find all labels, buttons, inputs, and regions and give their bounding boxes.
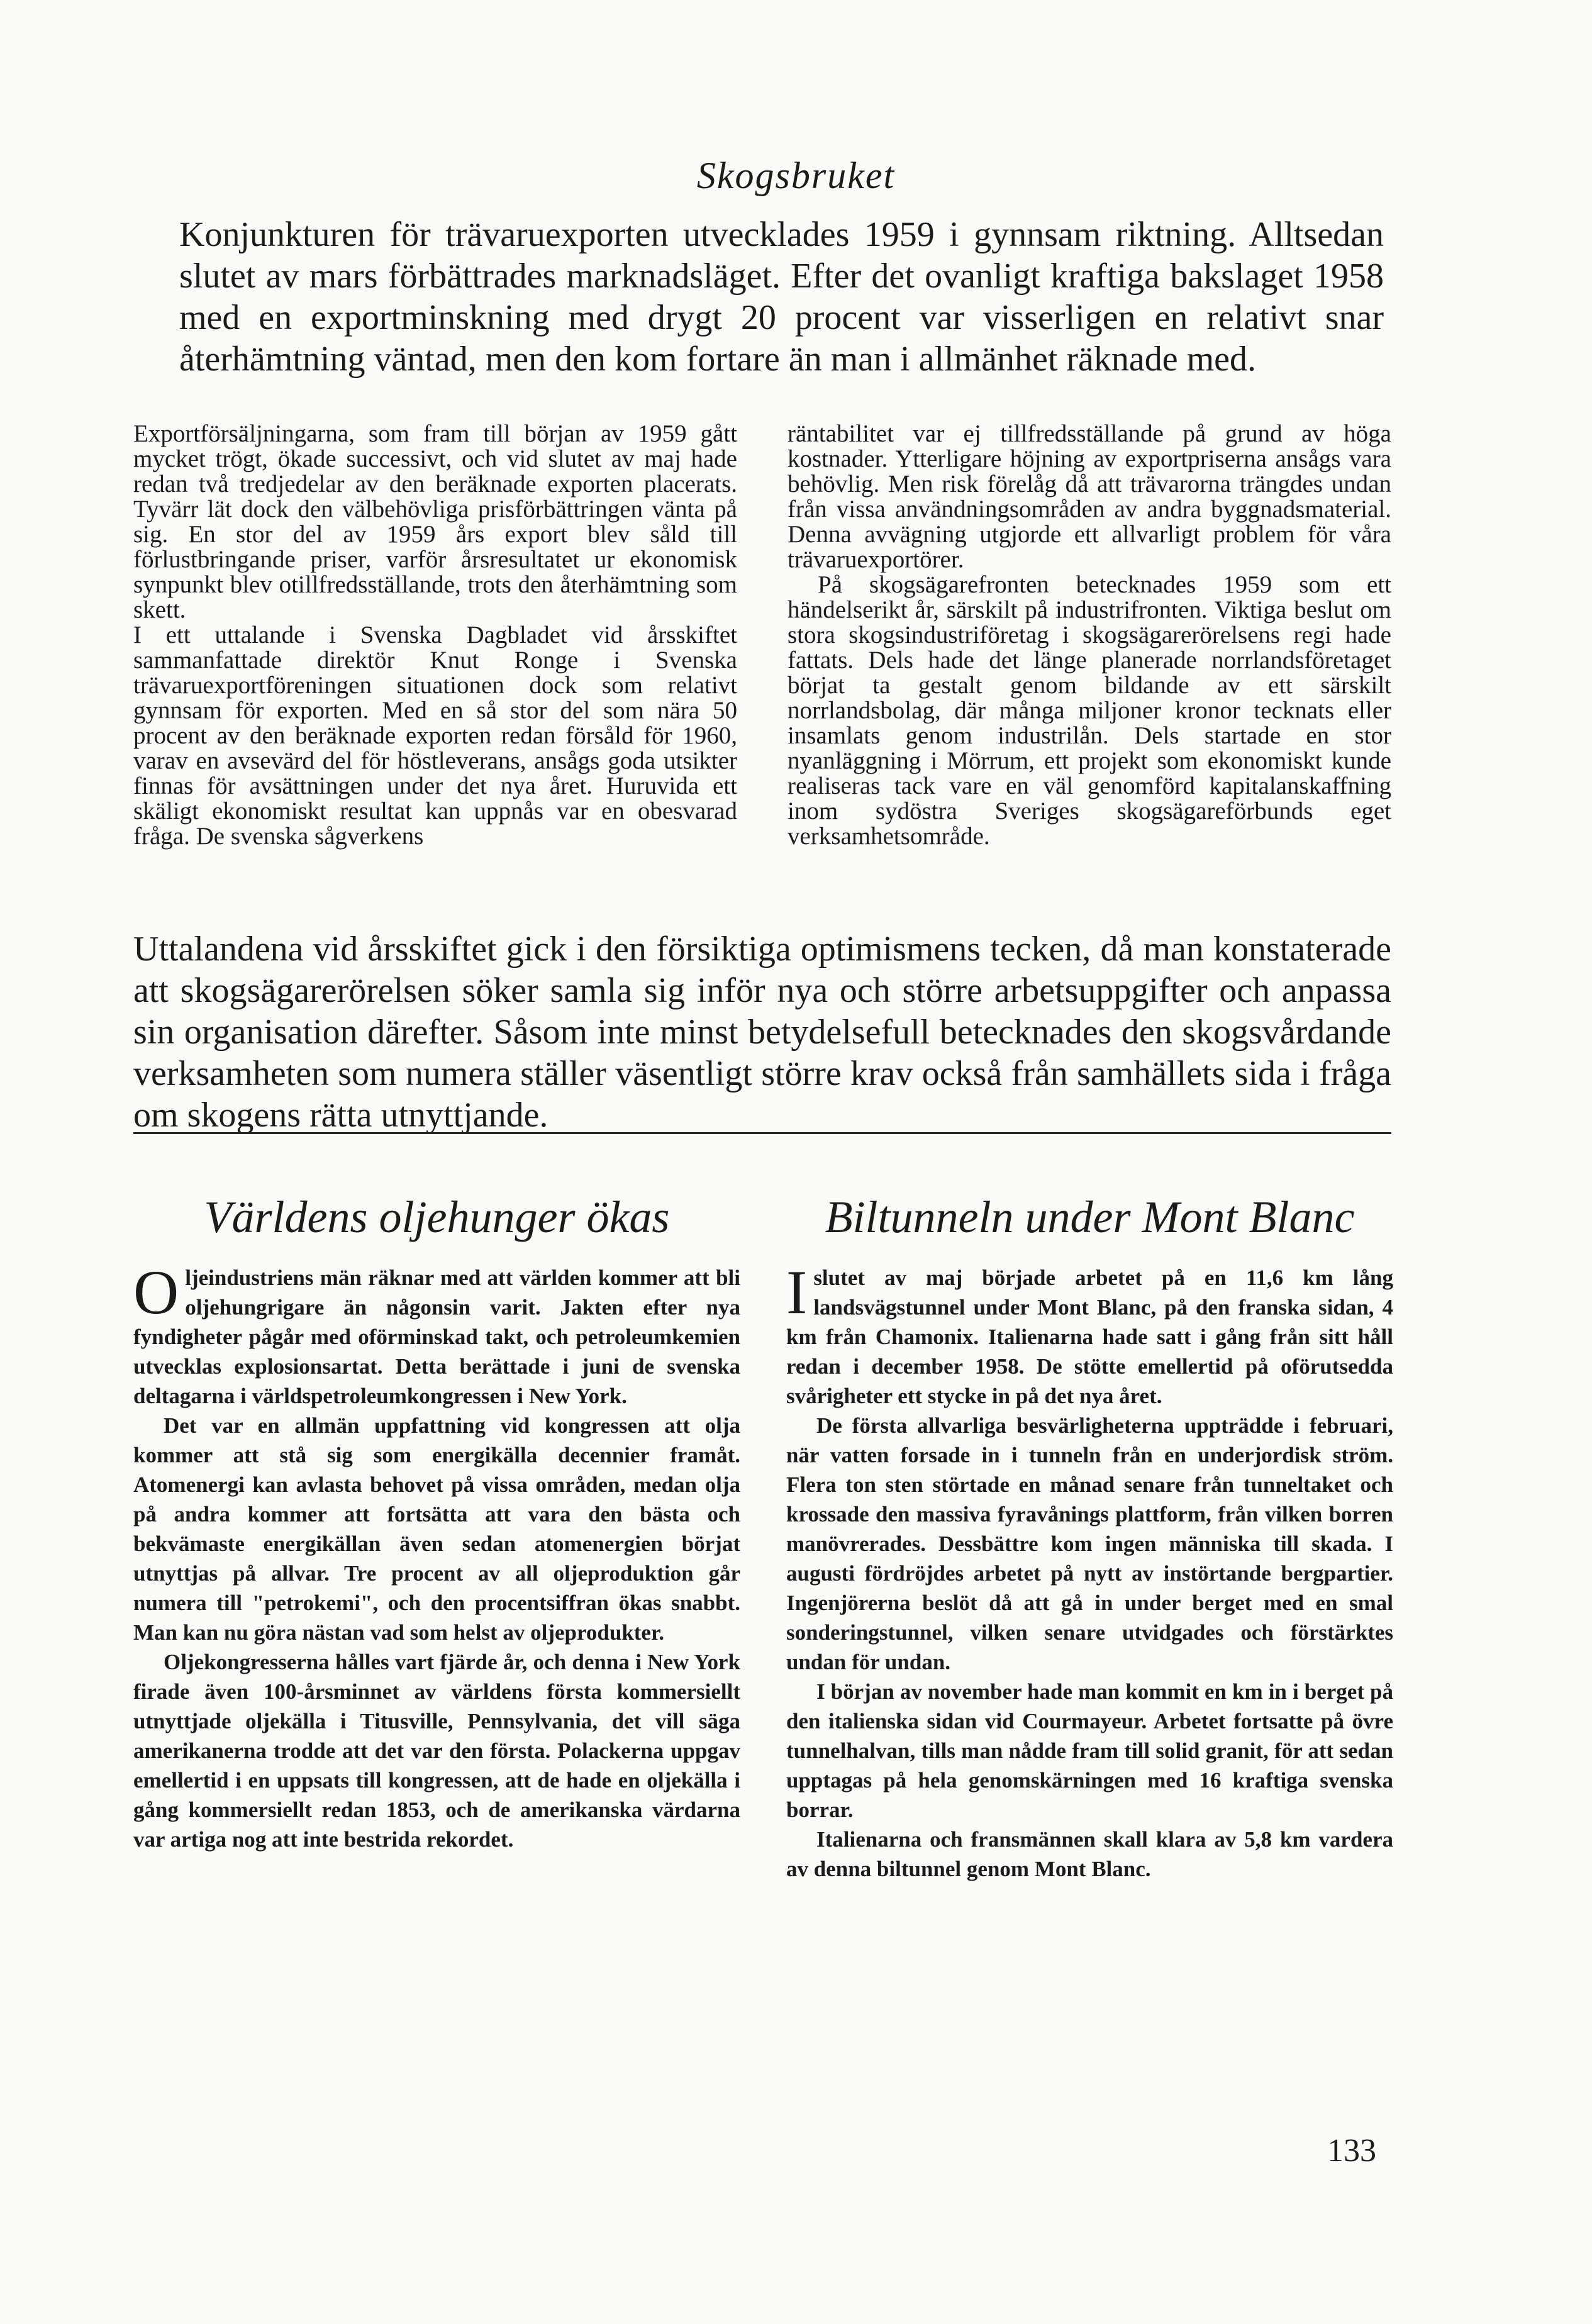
first-paragraph (133, 1257, 740, 1411)
article-title: Biltunneln under Mont Blanc (825, 1192, 1355, 1242)
drop-cap: I (786, 1257, 808, 1327)
article-title: Världens oljehunger ökas (204, 1192, 670, 1242)
paragraph: Oljekongresserna hålles vart fjärde år, och denna i New York firade även 100-årsminnet av världens första kommersiellt utnyttjade oljekälla i Titusville, Pennsylvania, det vill säga amerikanerna trodde att det var den första. Polackerna uppgav emellertid i en uppsats till kongressen, att de hade en oljekälla i gång kommersiellt redan 1853, och de amerikanska värdarna var artiga nog att inte bestrida rekordet. (133, 1650, 740, 1852)
first-paragraph (786, 1257, 1393, 1411)
closing-paragraph: Uttalandena vid årsskiftet gick i den försiktiga optimismens tecken, då man konstaterade att skogsägarerörelsen söker samla sig inför nya och större arbetsuppgifter och anpassa sin organisation därefter. Såsom inte minst betydelsefull betecknades den skogsvårdande verksamheten som numera ställer väsentligt större krav också från samhällets sida i fråga om skogens rätta utnyttjande. (133, 930, 1391, 1135)
article-tunnel (786, 1189, 1393, 1884)
paragraph: I ett uttalande i Svenska Dagbladet vid årsskiftet sammanfattade direktör Knut Ronge i Svenska trävaruexportföreningen situationen dock som relativt gynnsam för exporten. Med en så stor del som nära 50 procent av den beräknade exporten redan försåld för 1960, varav en avsevärd del för höstleverans, ansågs goda utsikter finnas för avsättningen under det nya året. Huruvida ett skäligt ekonomiskt resultat kan uppnås var en obesvarad fråga. De svenska sågverkens (133, 621, 737, 850)
first-paragraph-text: slutet av maj började arbetet på en 11,6 km lång landsvägstunnel under Mont Blanc, på den franska sidan, 4 km från Chamonix. Italienarna hade satt i gång från sitt håll redan i december 1958. De stötte emellertid på oförutsedda svårigheter ett stycke in på det nya året. (786, 1265, 1393, 1408)
drop-cap: O (133, 1257, 179, 1327)
article-oil (133, 1189, 740, 1854)
intro-lead-paragraph: Konjunkturen för trävaruexporten utvecklades 1959 i gynnsam riktning. Alltsedan slutet av mars förbättrades marknadsläget. Efter det ovanligt kraftiga bakslaget 1958 med en exportminskning med drygt 20 procent var visserligen en relativt snar återhämtning väntad, men den kom fortare än man i allmänhet räknade med. (179, 215, 1384, 379)
column-left (133, 421, 737, 849)
column-right (788, 421, 1391, 849)
section-title: Skogsbruket (696, 155, 896, 196)
paragraph: Italienarna och fransmännen skall klara av 5,8 km vardera av denna biltunnel genom Mont Blanc. (786, 1827, 1393, 1881)
paragraph: Exportförsäljningarna, som fram till början av 1959 gått mycket trögt, ökade successivt, och vid slutet av maj hade redan två tredjedelar av den beräknade exporten placerats. Tyvärr lät dock den välbehövliga prisförbättringen vänta på sig. En stor del av 1959 års export blev såld till förlustbringande priser, varför årsresultatet ur ekonomisk synpunkt blev otillfredsställande, trots den återhämtning som skett. (133, 420, 737, 623)
article-body (786, 1257, 1393, 1884)
article-body (133, 1257, 740, 1854)
section-divider (133, 1132, 1391, 1134)
page-number: 133 (1327, 2133, 1376, 2169)
two-column-text (133, 421, 1391, 849)
paragraph: På skogsägarefronten betecknades 1959 som ett händelserikt år, särskilt på industrifronten. Viktiga beslut om stora skogsindustriföretag i skogsägarerörelsens regi hade fattats. Dels hade det länge planerade norrlandsföretaget börjat ta gestalt genom bildande av ett särskilt norrlandsbolag, där många miljoner kronor tecknats eller insamlats genom industrilån. Dels startade en stor nyanläggning i Mörrum, ett projekt som ekonomiskt kunde realiseras tack vare en väl genomförd kapitalanskaffning inom sydöstra Sveriges skogsägareförbunds eget verksamhetsområde. (788, 571, 1391, 850)
paragraph: räntabilitet var ej tillfredsställande på grund av höga kostnader. Ytterligare höjning av exportpriserna ansågs vara behövlig. Men risk förelåg då att trävarorna trängdes undan från vissa användningsområden av andra byggnadsmaterial. Denna avvägning utgjorde ett allvarligt problem för våra trävaruexportörer. (788, 420, 1391, 573)
paragraph: Det var en allmän uppfattning vid kongressen att olja kommer att stå sig som energikälla decennier framåt. Atomenergi kan avlasta behovet på vissa områden, medan olja på andra kommer att fortsätta att vara den bästa och bekvämaste energikällan även sedan atomenergien börjat utnyttjas på allvar. Tre procent av all oljeproduktion går numera till "petrokemi", och den procentsiffran ökas snabbt. Man kan nu göra nästan vad som helst av oljeprodukter. (133, 1413, 740, 1645)
paragraph: De första allvarliga besvärligheterna uppträdde i februari, när vatten forsade in i tunneln från en underjordisk ström. Flera ton sten störtade en månad senare från tunneltaket och krossade den massiva fyravånings plattform, från vilken borren manövrerades. Dessbättre kom ingen människa till skada. I augusti fördröjdes arbetet på nytt av instörtande bergpartier. Ingenjörerna beslöt då att gå in under berget med en smal sonderingstunnel, vilken senare utvidgades och förstärktes undan för undan. (786, 1413, 1393, 1674)
first-paragraph-text: ljeindustriens män räknar med att världen kommer att bli oljehungrigare än någonsin varit. Jakten efter nya fyndigheter pågår med oförminskad takt, och petroleumkemien utvecklas explosionsartat. Detta berättade i juni de svenska deltagarna i världspetroleumkongressen i New York. (133, 1265, 740, 1408)
paragraph: I början av november hade man kommit en km in i berget på den italienska sidan vid Courmayeur. Arbetet fortsatte på övre tunnelhalvan, tills man nådde fram till solid granit, för att sedan upptagas på hela genomskärningen med 16 kraftiga svenska borrar. (786, 1679, 1393, 1822)
